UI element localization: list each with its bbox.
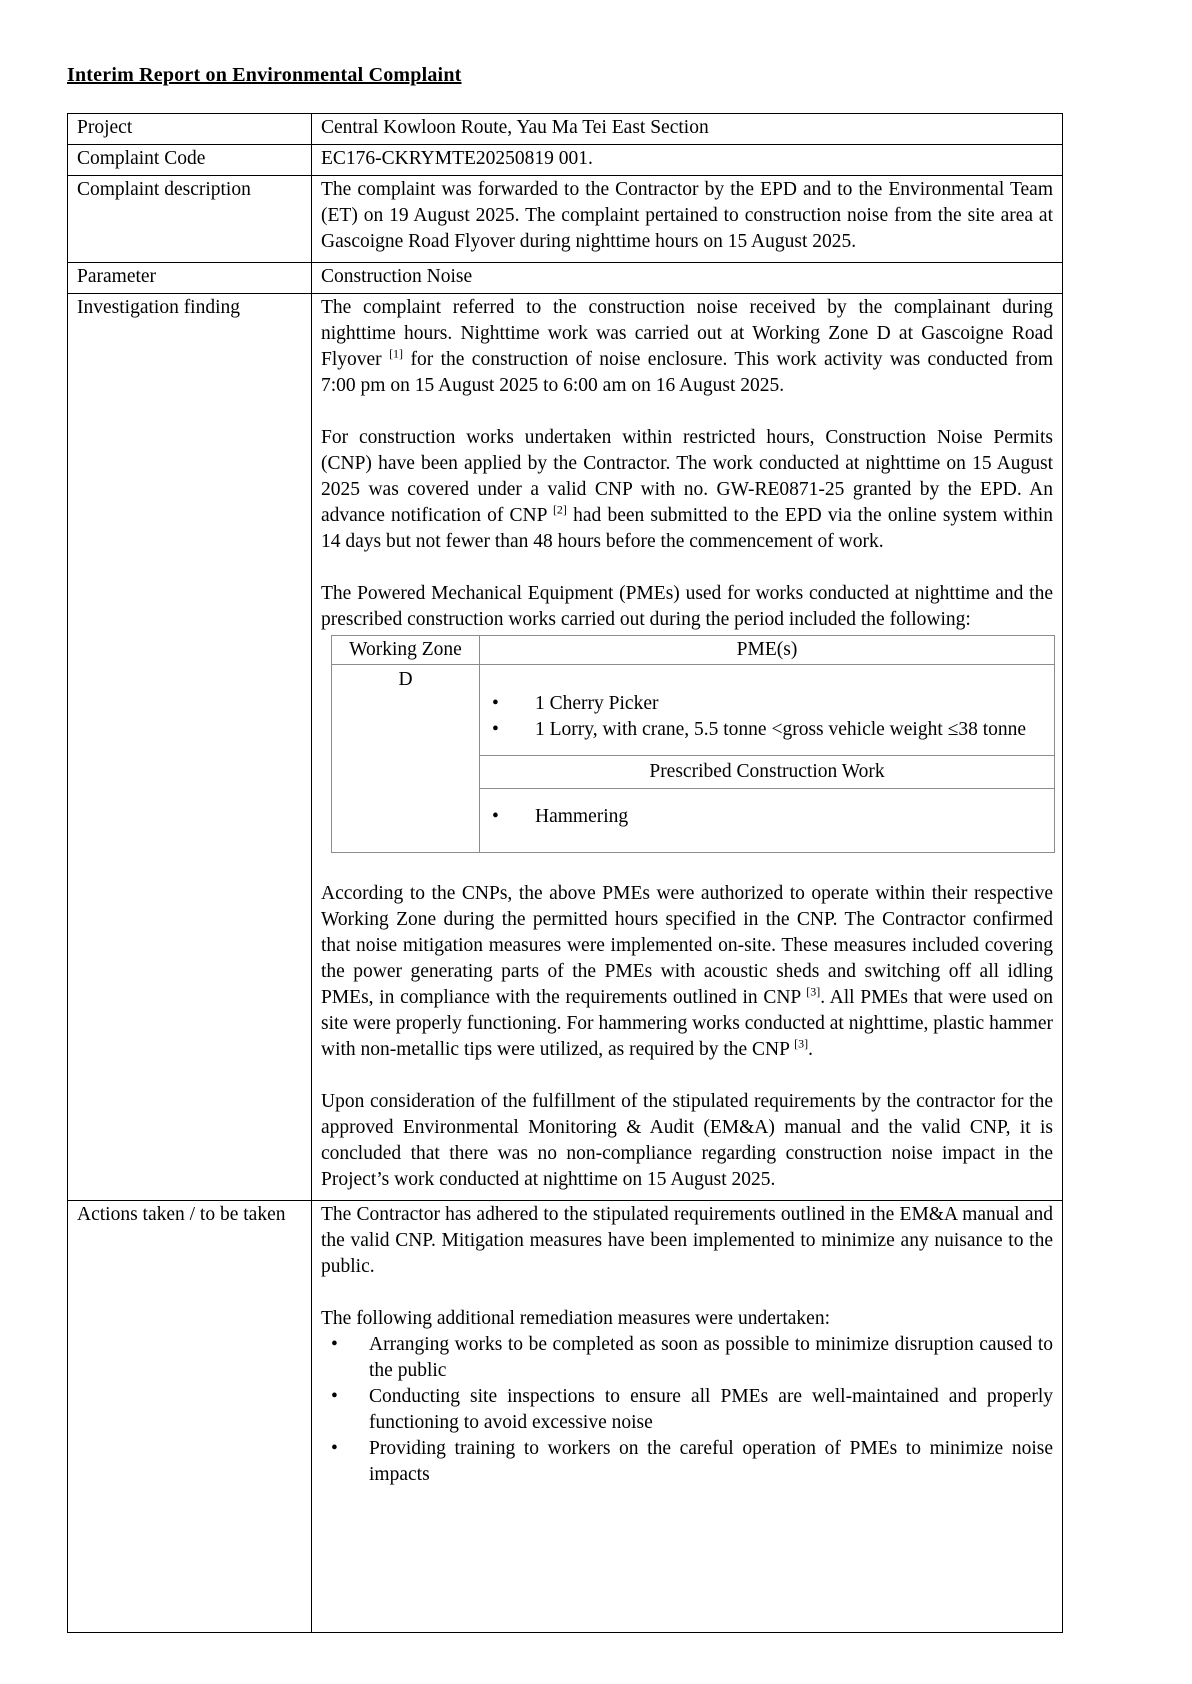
cell-value-actions-taken <box>312 1201 1063 1633</box>
pme-header-pmes: PME(s) <box>480 636 1055 665</box>
text-segment: The complaint referred to the construction noise received by the complainant during nighttime hours. Nighttime work was carried out at Working Zone D at Gascoigne Road Flyover <box>321 297 1053 370</box>
investigation-para-3: The Powered Mechanical Equipment (PMEs) used for works conducted at nighttime and the prescribed construction works carried out during the period included the following: <box>321 583 1053 630</box>
action-bullet-item <box>331 1436 1053 1488</box>
pme-item <box>492 691 1046 717</box>
actions-para-1: The Contractor has adhered to the stipulated requirements outlined in the EM&A manual and the valid CNP. Mitigation measures have been implemented to minimize any nuisance to the public. <box>321 1204 1053 1277</box>
pme-work-cell <box>480 789 1055 853</box>
actions-para-2: The following additional remediation measures were undertaken: <box>321 1308 830 1329</box>
complaint-report-table <box>67 113 1063 1633</box>
pme-item-text: 1 Cherry Picker <box>535 693 659 714</box>
cell-value-complaint-description <box>312 176 1063 263</box>
action-bullet-item <box>331 1332 1053 1384</box>
text-segment: . <box>808 1039 813 1060</box>
cell-value-project: Central Kowloon Route, Yau Ma Tei East Section <box>312 114 1063 145</box>
pme-item <box>492 717 1046 743</box>
pme-header-row <box>332 636 1055 665</box>
action-bullet-item <box>331 1384 1053 1436</box>
bullet-marker: • <box>492 693 499 714</box>
cell-value-investigation-finding <box>312 294 1063 1201</box>
bullet-marker: • <box>331 1438 338 1459</box>
cell-label-parameter: Parameter <box>68 263 312 294</box>
pme-items-cell <box>480 665 1055 756</box>
pme-header-working-zone: Working Zone <box>332 636 480 665</box>
text-segment: For construction works undertaken within restricted hours, Construction Noise Permits (CNP) have been applied by the Contractor. The work conducted at nighttime on 15 August 2025 was covered under a valid CNP with no. GW-RE0871-25 granted by the EPD. An advance notification of CNP <box>321 427 1053 526</box>
complaint-description-text: The complaint was forwarded to the Contractor by the EPD and to the Environmental Team (ET) on 19 August 2025. The complaint pertained to construction noise from the site area at Gascoigne Road Flyover during nighttime hours on 15 August 2025. <box>321 179 1053 252</box>
pme-work-item <box>492 804 1046 830</box>
text-segment: for the construction of noise enclosure. This work activity was conducted from 7:00 pm on 15 August 2025 to 6:00 am on 16 August 2025. <box>321 349 1053 396</box>
pme-work-item-text: Hammering <box>535 806 629 827</box>
bullet-marker: • <box>492 719 499 740</box>
report-row-project <box>68 114 1063 145</box>
report-row-parameter <box>68 263 1063 294</box>
cell-label-complaint-code: Complaint Code <box>68 145 312 176</box>
text-segment: had been submitted to the EPD via the online system within 14 days but not fewer than 48 hours before the commencement of work. <box>321 505 1053 552</box>
action-bullet-text: Conducting site inspections to ensure all PMEs are well-maintained and properly functioning to avoid excessive noise <box>369 1386 1053 1433</box>
cell-value-complaint-code: EC176-CKRYMTE20250819 001. <box>312 145 1063 176</box>
cell-label-investigation-finding: Investigation finding <box>68 294 312 1201</box>
cell-label-actions-taken: Actions taken / to be taken <box>68 1201 312 1633</box>
text-segment: . All PMEs that were used on site were properly functioning. For hammering works conducted at nighttime, plastic hammer with non-metallic tips were utilized, as required by the CNP <box>321 987 1053 1060</box>
report-row-complaint-code <box>68 145 1063 176</box>
investigation-para-4 <box>321 881 1053 1063</box>
action-bullet-text: Providing training to workers on the careful operation of PMEs to minimize noise impacts <box>369 1438 1053 1485</box>
report-row-complaint-description <box>68 176 1063 263</box>
text-segment: According to the CNPs, the above PMEs were authorized to operate within their respective Working Zone during the permitted hours specified in the CNP. The Contractor confirmed that noise mitigation measures were implemented on-site. These measures included covering the power generating parts of the PMEs with acoustic sheds and switching off all idling PMEs, in compliance with the requirements outlined in CNP <box>321 883 1053 1008</box>
investigation-para-2 <box>321 425 1053 555</box>
report-row-actions-taken <box>68 1201 1063 1633</box>
investigation-para-1 <box>321 295 1053 399</box>
bullet-marker: • <box>492 806 499 827</box>
report-row-investigation-finding <box>68 294 1063 1201</box>
action-bullet-text: Arranging works to be completed as soon as possible to minimize disruption caused to the public <box>369 1334 1053 1381</box>
cell-label-project: Project <box>68 114 312 145</box>
footnote-ref-3a: [3] <box>806 984 821 999</box>
footnote-ref-3b: [3] <box>794 1036 809 1051</box>
pme-zone-cell: D <box>332 665 480 853</box>
pme-subheader-prescribed-work: Prescribed Construction Work <box>480 756 1055 789</box>
pme-items-row <box>332 665 1055 756</box>
pme-item-text: 1 Lorry, with crane, 5.5 tonne <gross vehicle weight ≤38 tonne <box>535 719 1027 740</box>
footnote-ref-1: [1] <box>389 346 404 361</box>
cell-value-parameter: Construction Noise <box>312 263 1063 294</box>
bullet-marker: • <box>331 1334 338 1355</box>
pme-table <box>331 635 1055 853</box>
bullet-marker: • <box>331 1386 338 1407</box>
page-title: Interim Report on Environmental Complaint <box>67 64 462 86</box>
actions-bullet-list <box>331 1332 1053 1488</box>
cell-label-complaint-description: Complaint description <box>68 176 312 263</box>
footnote-ref-2: [2] <box>552 502 567 517</box>
investigation-para-5: Upon consideration of the fulfillment of the stipulated requirements by the contractor for the approved Environmental Monitoring & Audit (EM&A) manual and the valid CNP, it is concluded that there was no non-compliance regarding construction noise impact in the Project’s work conducted at nighttime on 15 August 2025. <box>321 1091 1053 1190</box>
